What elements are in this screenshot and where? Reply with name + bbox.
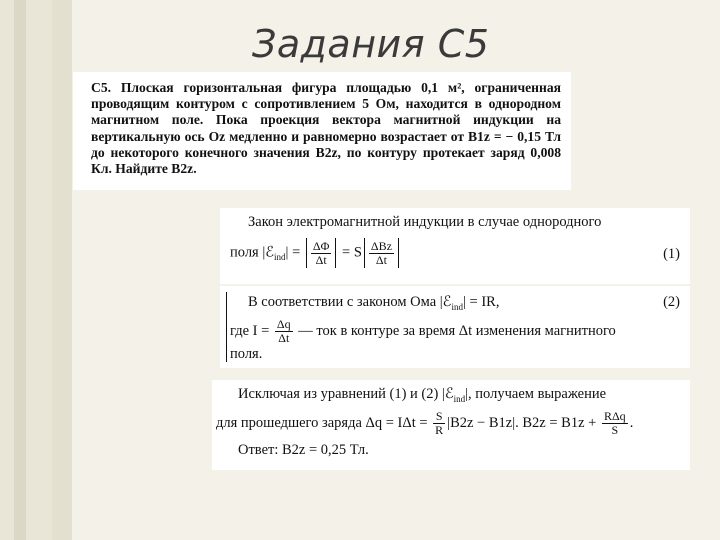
solution-result-block	[212, 380, 690, 470]
charge-equation: для прошедшего заряда Δq = IΔt = $\frac{S}{R}$ |B2z − B1z|. B2z = B1z + $\frac{\text{RΔq}}{S}$ .	[216, 409, 634, 437]
current-definition: где I = $\frac{\Delta q}{\Delta t}$ — ток в контуре за время Δt изменения магнитного	[230, 317, 616, 345]
frame-stripe	[52, 0, 72, 540]
fraction-s-r: $\frac{S}{R}$	[435, 409, 444, 437]
law-intro: Закон электромагнитной индукции в случае однородного	[248, 214, 602, 230]
law-prefix: поля |ℰ	[230, 244, 275, 261]
fraction-dq-dt: $\frac{\Delta q}{\Delta t}$	[276, 317, 291, 345]
fraction-rdq-s: $\frac{\text{RΔq}}{S}$	[603, 409, 626, 437]
law-mid2: = S	[342, 244, 362, 261]
slide-title: Задания С5	[252, 22, 490, 66]
problem-statement	[73, 72, 571, 190]
fraction-dphi-dt: $\frac{\Delta\Phi}{\Delta t}$	[312, 238, 330, 267]
margin-line	[226, 292, 227, 362]
equation-number-2: (2)	[663, 294, 680, 310]
ind-subscript: ind	[274, 252, 286, 263]
answer-line: Ответ: B2z = 0,25 Тл.	[238, 442, 369, 458]
solution-ohm-block	[220, 286, 690, 368]
exclusion-line: Исключая из уравнений (1) и (2) |ℰ$_{ind}$|, получаем выражение	[238, 386, 607, 404]
frame-stripe	[14, 0, 26, 540]
equation-number-1: (1)	[663, 246, 680, 262]
solution-law-block	[220, 208, 690, 284]
abs-bar	[335, 238, 336, 268]
where-end: поля.	[230, 346, 263, 362]
law-equation	[230, 238, 401, 268]
abs-bar	[306, 238, 307, 268]
problem-text: C5. Плоская горизонтальная фигура площадью 0,1 м², ограниченная проводящим контуром с сопротивлением 5 Ом, находится в однородном магнитном поле. Пока проекция вектора магнитной индукции на вертикальную ось Oz медленно и равномерно возрастает от B1z = − 0,15 Тл до некоторого конечного значения B2z, по контуру протекает заряд 0,008 Кл. Найдите B2z.	[91, 80, 561, 177]
law-mid1: | =	[285, 244, 301, 261]
abs-bar	[364, 238, 365, 268]
ohm-line: В соответствии с законом Ома |ℰ$_{ind}$| = IR,	[248, 294, 500, 312]
fraction-dbz-dt: $\frac{\text{ΔBz}}{\Delta t}$	[370, 238, 392, 267]
abs-bar	[398, 238, 399, 268]
left-frame-border	[0, 0, 72, 540]
